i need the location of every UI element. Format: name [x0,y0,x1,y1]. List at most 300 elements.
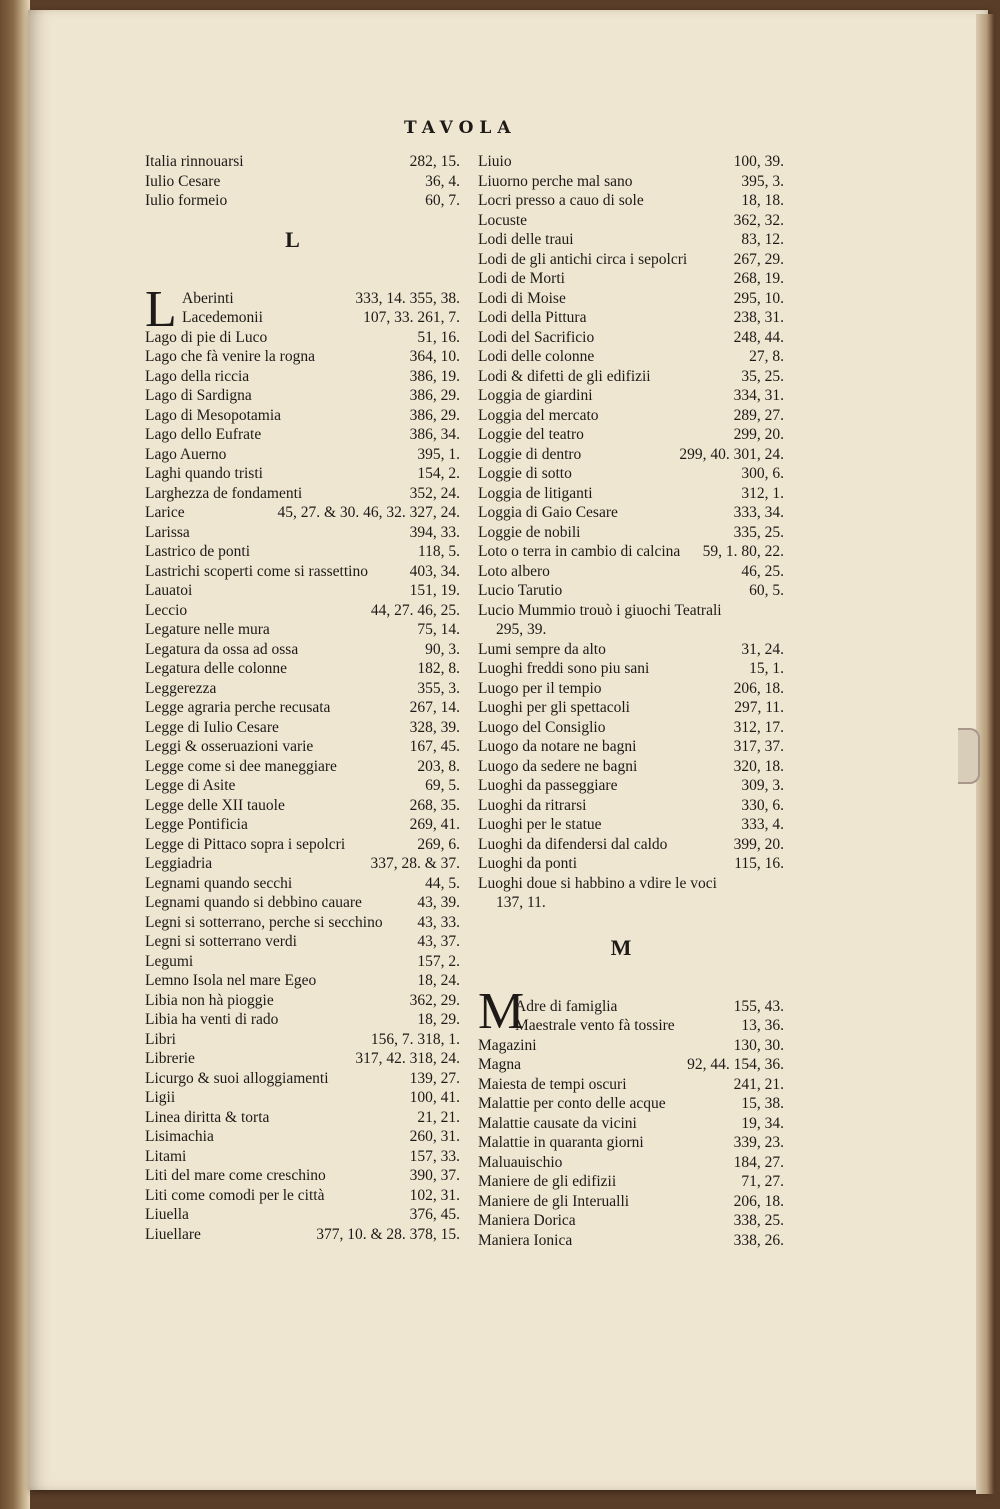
index-entry [145,1069,460,1089]
index-page-ref: 115, 16. [734,855,784,872]
index-term: Lodi di Moise [478,289,566,307]
index-page-ref: 386, 29. [409,406,460,424]
index-entry [478,1094,784,1114]
index-page-ref: 43, 39. [417,894,460,911]
index-entry [145,172,460,192]
index-entry [478,1114,784,1134]
index-entry [478,796,784,816]
index-page-ref: 338, 25. [733,1212,784,1229]
index-entry [145,328,460,348]
index-page-ref: 362, 32. [733,211,784,229]
index-term: Lago di Mesopotamia [145,406,282,424]
index-term: Liti del mare come creschino [145,1167,326,1184]
index-entry-wrapped: Luoghi doue si habbino a vdire le voci [478,874,717,892]
index-entry [145,425,460,445]
index-page-ref: 157, 2. [417,952,460,970]
index-entry [145,913,460,933]
index-term: Lodi delle traui [478,231,574,248]
index-term: Legature nelle mura [145,621,270,638]
index-entry [145,542,460,562]
index-term: Magazini [478,1036,537,1054]
index-page-ref: 100, 39. [733,153,784,170]
index-page-ref: 83, 12. [741,231,784,248]
index-entry [145,698,460,718]
index-page-ref: 60, 7. [425,192,460,209]
index-page-ref: 155, 43. [733,997,784,1015]
index-term: Licurgo & suoi alloggiamenti [145,1069,329,1087]
index-entry [145,893,460,913]
index-term: Luoghi per gli spettacoli [478,699,630,716]
index-entry [145,796,460,816]
index-term: Lodi delle colonne [478,348,595,365]
index-term: Maluauischio [478,1153,563,1171]
index-entry-continuation: 295, 39. [496,621,547,638]
index-page-ref: 44, 27. 46, 25. [370,601,460,619]
index-entry [478,1075,784,1095]
index-page-ref: 238, 31. [733,309,784,326]
index-term: Lauatoi [145,582,193,599]
index-page-ref: 75, 14. [417,621,460,638]
index-page-ref: 151, 19. [409,582,460,599]
index-page-ref: 335, 25. [733,523,784,541]
index-entry [478,406,784,426]
index-entry [478,523,784,543]
index-entry [478,367,784,387]
index-entry [145,347,460,367]
entries-right-b [478,640,784,874]
index-entry [478,737,784,757]
lead-entries-m [478,997,784,1036]
index-page-ref: 31, 24. [741,640,784,658]
index-term: Luogo del Consiglio [478,718,606,736]
index-entry [145,1010,460,1030]
index-page-ref: 364, 10. [409,348,460,365]
index-page-ref: 394, 33. [409,523,460,541]
index-page-ref: 19, 34. [741,1114,784,1132]
index-entry [478,230,784,250]
entries-m [478,1036,784,1251]
index-term: Lago Auerno [145,445,227,463]
index-entry [478,269,784,289]
index-entry [478,445,784,465]
index-page-ref: 100, 41. [409,1089,460,1106]
index-page-ref: 184, 27. [733,1153,784,1171]
index-page-ref: 43, 33. [417,913,460,931]
index-entry [145,757,460,777]
index-page-ref: 337, 28. & 37. [370,855,460,872]
index-entry [145,562,460,582]
index-entry [478,659,784,679]
index-page-ref: 282, 15. [409,153,460,170]
index-entry-continuation: 137, 11. [496,894,546,911]
index-page-ref: 320, 18. [733,757,784,775]
index-entry [145,815,460,835]
index-page-ref: 130, 30. [733,1036,784,1054]
index-term: Loggie di sotto [478,465,572,482]
index-term: Lumi sempre da alto [478,640,606,658]
index-entry [478,1036,784,1056]
index-page-ref: 241, 21. [733,1075,784,1093]
index-entry [478,1153,784,1173]
index-entry [478,757,784,777]
index-term: Laghi quando tristi [145,465,263,482]
index-term: Legge Pontificia [145,816,248,833]
index-page-ref: 333, 4. [741,816,784,833]
index-page-ref: 27, 8. [749,348,784,365]
index-page-ref: 18, 29. [417,1011,460,1028]
index-page-ref: 21, 21. [417,1108,460,1126]
index-page-ref: 139, 27. [409,1069,460,1087]
index-term: Ligii [145,1089,176,1106]
index-term: Legnami quando si debbino cauare [145,894,362,911]
index-term: Leggerezza [145,679,217,697]
index-term: Lago dello Eufrate [145,426,262,443]
index-term: Legatura delle colonne [145,660,288,677]
index-term: Liuellare [145,1225,201,1243]
index-entry [145,386,460,406]
index-page-ref: 334, 31. [733,387,784,404]
index-entry [478,1211,784,1231]
index-page-ref: 92, 44. 154, 36. [687,1056,784,1073]
index-entry [145,308,460,328]
index-page-ref: 333, 14. 355, 38. [355,289,460,307]
index-term: Legge di Pittaco sopra i sepolcri [145,835,346,853]
drop-cap-l: L [145,281,177,338]
top-entries [145,152,460,211]
index-term: Loggie de nobili [478,523,581,541]
index-page-ref: 46, 25. [741,562,784,580]
index-term: Lodi del Sacrificio [478,328,595,346]
index-term: Lodi de gli antichi circa i sepolcri [478,250,688,268]
index-entry [478,640,784,660]
index-entry [478,997,784,1017]
index-entry [478,1192,784,1212]
index-term: Litami [145,1147,187,1165]
index-term: Loto albero [478,562,550,580]
index-entry [145,776,460,796]
index-page-ref: 156, 7. 318, 1. [370,1030,460,1048]
section-letter-l: L [285,226,300,252]
index-term: Locri presso a cauo di sole [478,192,644,209]
index-term: Legni si sotterrano verdi [145,933,297,950]
index-entry [145,659,460,679]
index-term: Lastrico de ponti [145,543,251,560]
index-term: Liuorno perche mal sano [478,172,633,190]
index-entry [145,445,460,465]
index-entry [145,289,460,309]
index-page-ref: 299, 40. 301, 24. [679,445,784,463]
index-entry [478,503,784,523]
index-term: Legge delle XII tauole [145,796,285,814]
index-entry [478,191,784,211]
index-page-ref: 59, 1. 80, 22. [702,543,784,560]
index-entry [478,1016,784,1036]
index-page-ref: 390, 37. [409,1167,460,1184]
index-term: Loggia de giardini [478,387,593,404]
index-entry [145,1147,460,1167]
index-page-ref: 295, 10. [733,289,784,307]
index-entry [145,874,460,894]
index-column-left [145,152,460,1244]
index-entry [145,523,460,543]
index-entry [478,562,784,582]
index-page-ref: 206, 18. [733,1192,784,1210]
index-page-ref: 268, 35. [409,796,460,814]
index-entry [478,835,784,855]
index-term: Larissa [145,523,190,541]
index-page-ref: 71, 27. [741,1173,784,1190]
index-term: Luoghi da ponti [478,855,578,872]
index-term: Lacedemonii [182,309,263,326]
index-term: Legatura da ossa ad ossa [145,640,299,658]
index-entry-wrapped: Lucio Mummio trouò i giuochi Teatrali [478,601,722,619]
index-entry [145,1205,460,1225]
index-entry [145,1225,460,1245]
index-entry [478,1055,784,1075]
index-term: Liti come comodi per le città [145,1186,325,1204]
index-entry [478,289,784,309]
index-term: Luoghi da passeggiare [478,777,618,794]
index-entry [478,854,784,874]
index-term: Librerie [145,1050,195,1067]
index-page-ref: 362, 29. [409,991,460,1009]
index-term: Luogo da sedere ne bagni [478,757,638,775]
index-term: Liuio [478,153,512,170]
index-term: Lisimachia [145,1128,214,1145]
index-term: Larghezza de fondamenti [145,484,303,502]
section-letter-m: M [610,934,632,960]
index-term: Legni si sotterrano, perche si secchino [145,913,383,931]
index-term: Legge di Asite [145,777,236,794]
index-entry [145,1030,460,1050]
index-term: Aberinti [182,289,234,307]
index-page-ref: 157, 33. [409,1147,460,1165]
index-entry [145,620,460,640]
index-page-ref: 118, 5. [417,543,460,560]
index-page-ref: 300, 6. [741,465,784,482]
index-entry [478,718,784,738]
index-page-ref: 13, 36. [741,1017,784,1034]
index-term: Lago della riccia [145,367,250,385]
index-term: Legge agraria perche recusata [145,699,331,716]
index-page-ref: 107, 33. 261, 7. [363,309,460,326]
index-term: Luoghi per le statue [478,816,602,833]
index-term: Malattie causate da vicini [478,1114,637,1132]
index-page-ref: 43, 37. [417,933,460,950]
index-term: Lodi della Pittura [478,309,587,326]
index-entry [145,835,460,855]
index-page-ref: 376, 45. [409,1206,460,1223]
index-entry [145,952,460,972]
index-term: Libia ha venti di rado [145,1011,279,1028]
index-entry [145,406,460,426]
index-entry [478,152,784,172]
index-entry [478,1172,784,1192]
index-page-ref: 267, 14. [409,699,460,716]
index-term: Linea diritta & torta [145,1108,270,1126]
index-page-ref: 102, 31. [409,1186,460,1204]
index-entry [478,172,784,192]
index-page-ref: 339, 23. [733,1134,784,1151]
index-entry [145,503,460,523]
index-page-ref: 269, 41. [409,816,460,833]
index-page-ref: 317, 42. 318, 24. [355,1050,460,1067]
index-page-ref: 51, 16. [417,328,460,346]
index-term: Legumi [145,952,194,970]
index-entry [145,367,460,387]
index-term: Malattie in quaranta giorni [478,1134,644,1151]
index-page-ref: 260, 31. [409,1128,460,1145]
index-entry [145,464,460,484]
index-entry [145,718,460,738]
index-entry [145,991,460,1011]
index-page-ref: 395, 1. [417,445,460,463]
entries-right-a [478,152,784,601]
index-page-ref: 182, 8. [417,660,460,677]
index-term: Luoghi da difendersi dal caldo [478,835,668,853]
index-page-ref: 203, 8. [417,757,460,775]
index-entry [145,1127,460,1147]
index-term: Locuste [478,211,528,229]
index-term: Lago di pie di Luco [145,328,268,346]
index-page-ref: 18, 18. [741,192,784,209]
index-term: Loggie di dentro [478,445,582,463]
index-term: Liuella [145,1206,189,1223]
index-page-ref: 312, 17. [733,718,784,736]
index-term: Lago che fà venire la rogna [145,348,315,365]
index-page-ref: 386, 19. [409,367,460,385]
lead-entries-l [145,289,460,328]
index-entry [478,581,784,601]
index-entry [145,484,460,504]
book-binding [0,0,30,1509]
index-page-ref: 297, 11. [734,699,784,716]
index-page-ref: 90, 3. [425,640,460,658]
index-term: Maestrale vento fà tossire [515,1017,675,1034]
index-page-ref: 268, 19. [733,270,784,287]
index-term: Adre di famiglia [515,997,618,1015]
index-entry [145,932,460,952]
index-entry [145,640,460,660]
index-term: Lucio Tarutio [478,582,563,599]
index-entry [478,425,784,445]
index-entry [145,581,460,601]
index-term: Lemno Isola nel mare Egeo [145,972,317,989]
index-term: Italia rinnouarsi [145,153,244,170]
index-page-ref: 60, 5. [749,582,784,599]
index-entry [478,1133,784,1153]
index-entry [145,1088,460,1108]
index-term: Legge come si dee maneggiare [145,757,337,775]
index-page-ref: 386, 34. [409,426,460,443]
index-entry [478,698,784,718]
index-page-ref: 15, 1. [749,660,784,677]
index-term: Lodi & difetti de gli edifizii [478,367,651,385]
index-page-ref: 167, 45. [409,738,460,755]
index-term: Libri [145,1030,176,1048]
index-term: Luoghi da ritrarsi [478,796,587,814]
index-term: Maiesta de tempi oscuri [478,1075,627,1093]
index-page-ref: 399, 20. [733,835,784,853]
index-term: Legge di Iulio Cesare [145,718,279,736]
entries-l [145,328,460,1245]
index-entry [145,152,460,172]
index-page-ref: 328, 39. [409,718,460,736]
index-page-ref: 386, 29. [409,387,460,404]
index-entry [478,464,784,484]
index-entry [145,737,460,757]
index-entry [478,1231,784,1251]
index-page-ref: 269, 6. [417,835,460,853]
index-term: Loggia di Gaio Cesare [478,504,618,521]
index-page-ref: 338, 26. [733,1231,784,1249]
index-term: Lago di Sardigna [145,387,252,404]
index-page-ref: 267, 29. [733,250,784,268]
index-entry [145,1166,460,1186]
index-term: Maniera Ionica [478,1231,573,1249]
index-term: Luoghi freddi sono piu sani [478,660,650,677]
index-term: Malattie per conto delle acque [478,1095,666,1112]
index-page-ref: 333, 34. [733,504,784,521]
index-term: Luogo per il tempio [478,679,602,697]
index-page-ref: 330, 6. [741,796,784,814]
index-term: Maniera Dorica [478,1212,576,1229]
index-term: Larice [145,504,185,521]
index-page-ref: 44, 5. [425,874,460,892]
index-page-ref: 289, 27. [733,406,784,424]
index-page-ref: 18, 24. [417,972,460,989]
index-page-ref: 36, 4. [425,172,460,190]
index-page-ref: 206, 18. [733,679,784,697]
index-entry [478,679,784,699]
index-page-ref: 317, 37. [733,738,784,755]
index-page-ref: 377, 10. & 28. 378, 15. [316,1225,460,1243]
index-page-ref: 352, 24. [409,484,460,502]
index-column-right [478,152,784,1250]
index-entry [478,347,784,367]
index-entry [478,542,784,562]
index-term: Maniere de gli edifizii [478,1173,617,1190]
index-page-ref: 154, 2. [417,465,460,482]
index-page-ref: 312, 1. [741,484,784,502]
index-term: Loggia del mercato [478,406,599,424]
running-head: TAVOLA [404,118,517,138]
index-entry [478,211,784,231]
index-entry [478,386,784,406]
index-page-ref: 45, 27. & 30. 46, 32. 327, 24. [277,504,460,521]
page-clip [958,728,980,784]
index-page-ref: 355, 3. [417,679,460,697]
index-term: Loggie del teatro [478,426,584,443]
index-term: Iulio Cesare [145,172,221,190]
index-entry [145,601,460,621]
index-term: Maniere de gli Interualli [478,1192,630,1210]
index-term: Magna [478,1056,522,1073]
index-page-ref: 69, 5. [425,777,460,794]
index-term: Legnami quando secchi [145,874,293,892]
index-term: Leggiadria [145,855,213,872]
index-entry [145,1049,460,1069]
index-term: Loggia de litiganti [478,484,593,502]
index-entry [145,1186,460,1206]
index-entry [478,250,784,270]
index-term: Lodi de Morti [478,270,565,287]
index-page-ref: 35, 25. [741,367,784,385]
index-term: Leccio [145,601,188,619]
index-entry [145,971,460,991]
index-page-ref: 299, 20. [733,426,784,443]
index-page-ref: 248, 44. [733,328,784,346]
